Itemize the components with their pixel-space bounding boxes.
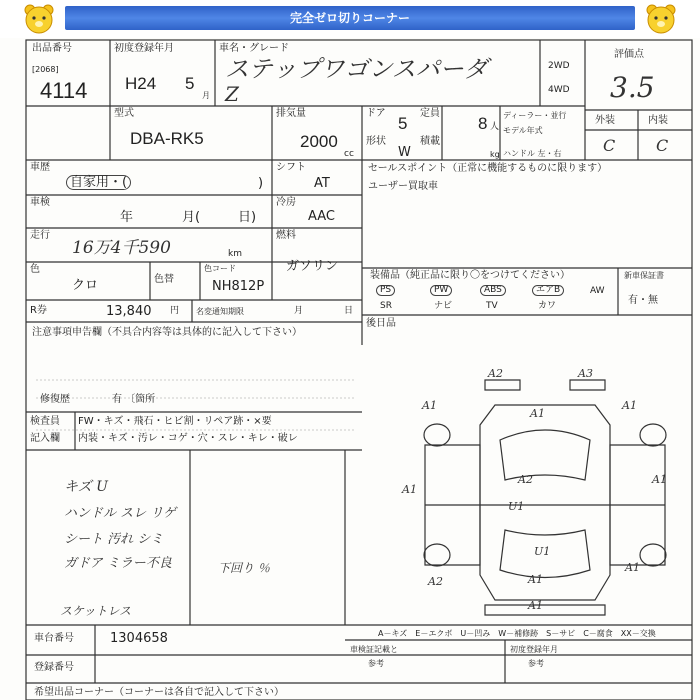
fuel-value: ガソリン xyxy=(286,259,339,274)
sales-point-text: ユーザー買取車 xyxy=(368,181,438,192)
damage-mark: A1 xyxy=(622,399,637,412)
interior-label: 内装 xyxy=(648,115,668,126)
notes-label: 注意事項申告欄（不具合内容等は具体的に記入して下さい） xyxy=(32,327,302,338)
equipment-abs xyxy=(480,285,506,296)
plate-label: 車台番号 xyxy=(34,633,74,644)
damage-mark: A1 xyxy=(402,483,417,496)
inspect-ref: 参考 xyxy=(368,659,384,668)
checker-row-2: 内装・キズ・汚レ・コゲ・穴・スレ・キレ・破レ xyxy=(78,433,298,444)
inspection-label: 車検 xyxy=(30,197,50,208)
car-damage-diagram xyxy=(400,365,690,625)
recycle-label: R券 xyxy=(30,305,47,316)
handwritten-note: キズ U xyxy=(64,479,108,495)
handwritten-note: シート 汚れ シミ xyxy=(64,532,164,547)
equipment-leather: カワ xyxy=(538,301,557,311)
drive-2wd: 2WD xyxy=(548,61,570,71)
dealer-model-year: モデル年式 xyxy=(503,126,543,135)
model-value: DBA-RK5 xyxy=(130,129,204,148)
notice-month: 月 xyxy=(294,306,304,316)
displacement-unit: cc xyxy=(344,149,354,159)
dealer-handle: ハンドル 左・右 xyxy=(503,149,562,158)
banner-title: 完全ゼロ切りコーナー xyxy=(65,6,635,30)
damage-mark: U1 xyxy=(508,500,525,513)
equipment-ps xyxy=(376,285,395,296)
equipment-airbag-text: エアB xyxy=(532,285,564,296)
history-value xyxy=(66,175,131,190)
equipment-pw-text: PW xyxy=(430,285,452,296)
first-reg-year: H24 xyxy=(125,74,157,93)
car-name: ステップワゴンスパーダ xyxy=(225,55,488,83)
inspection-day: 日) xyxy=(238,210,257,225)
lot-sub: [2068] xyxy=(32,65,59,74)
capacity-label: 定員 xyxy=(420,108,440,119)
damage-mark: A2 xyxy=(518,473,533,486)
equipment-navi: ナビ xyxy=(434,301,453,311)
recycle-value: 13,840 xyxy=(106,304,152,319)
damage-mark: A1 xyxy=(530,407,545,420)
checker-label-1: 検査員 xyxy=(30,416,60,427)
lot-label: 出品番号 xyxy=(32,43,72,54)
damage-mark: A1 xyxy=(528,599,543,612)
color-code-label: 色コード xyxy=(204,264,236,273)
damage-mark: U1 xyxy=(534,545,551,558)
score-label: 評価点 xyxy=(614,49,644,60)
shift-label: シフト xyxy=(276,162,306,173)
equipment-pw xyxy=(430,285,452,296)
date-ref: 参考 xyxy=(528,659,544,668)
aircon-value: AAC xyxy=(308,209,335,224)
color-code: NH812P xyxy=(212,279,265,294)
mileage-label: 走行 xyxy=(30,230,50,241)
registration-label: 登録番号 xyxy=(34,662,74,673)
displacement-label: 排気量 xyxy=(276,108,306,119)
new-warranty-label: 新車保証書 xyxy=(624,271,664,280)
equipment-label: 装備品（純正品に限り〇をつけてください） xyxy=(370,270,570,281)
new-warranty-value: 有・無 xyxy=(628,295,658,306)
first-reg-label: 初度登録年月 xyxy=(114,43,174,54)
first-reg-month: 5 xyxy=(185,74,195,93)
notice-label: 名変通知期限 xyxy=(196,307,244,316)
plate-value: 1304658 xyxy=(110,631,168,646)
interior-value: C xyxy=(656,136,669,155)
checker-row-1: FW・キズ・飛石・ヒビ割・リペア跡・×要 xyxy=(78,416,272,427)
model-label: 型式 xyxy=(114,108,134,119)
shift-value: AT xyxy=(314,176,330,191)
damage-mark: A1 xyxy=(528,573,543,586)
notice-day: 日 xyxy=(344,306,354,316)
exterior-value: C xyxy=(603,136,616,155)
lot-number: 4114 xyxy=(40,78,88,103)
damage-mark: A1 xyxy=(422,399,437,412)
capacity-value: 8 xyxy=(478,114,488,133)
mileage-value: 16万4千590 xyxy=(72,238,171,258)
inspect-ref-label: 車検証記載と xyxy=(350,645,398,654)
car-grade: Z xyxy=(225,82,239,106)
body-shape-label: 形状 xyxy=(366,136,386,147)
color-swap-label: 色替 xyxy=(154,274,174,285)
damage-mark: A1 xyxy=(625,561,640,574)
dealer-label: ディーラー・並行 xyxy=(503,111,567,120)
date-ref-label: 初度登録年月 xyxy=(510,645,558,654)
drive-4wd: 4WD xyxy=(548,85,570,95)
car-label: 車名・グレード xyxy=(219,43,289,54)
equipment-abs-text: ABS xyxy=(480,285,506,296)
exterior-label: 外装 xyxy=(595,115,615,126)
repair-value: 有 〔箇所 xyxy=(112,394,156,405)
damage-mark: A3 xyxy=(578,367,593,380)
handwritten-side-note: 下回り ％ xyxy=(218,561,270,575)
aircon-label: 冷房 xyxy=(276,197,296,208)
history-close: ) xyxy=(258,176,264,191)
first-reg-month-unit: 月 xyxy=(202,91,210,100)
damage-mark: A2 xyxy=(488,367,503,380)
load-label: 積載 xyxy=(420,136,440,147)
history-value-text: 自家用・( xyxy=(66,175,131,190)
after-parts-label: 後日品 xyxy=(366,318,396,329)
color-label: 色 xyxy=(30,264,40,275)
handwritten-note: ガドア ミラー不良 xyxy=(64,556,172,571)
inspection-year: 年 xyxy=(120,210,134,225)
doors-value: 5 xyxy=(398,114,408,133)
handwritten-note: スケットレス xyxy=(60,604,132,618)
score-value: 3.5 xyxy=(610,71,655,104)
mileage-unit: km xyxy=(228,249,242,259)
damage-mark: A1 xyxy=(652,473,667,486)
displacement-value: 2000 xyxy=(300,132,338,151)
equipment-tv: TV xyxy=(486,301,498,311)
body-shape-value: W xyxy=(398,145,411,160)
sales-point-label: セールスポイント（正常に機能するものに限ります） xyxy=(368,163,608,174)
load-unit: kg xyxy=(490,150,500,159)
capacity-unit: 人 xyxy=(490,122,500,132)
equipment-sr: SR xyxy=(380,301,392,311)
color-value: クロ xyxy=(72,278,99,293)
equipment-aw: AW xyxy=(590,286,605,296)
equipment-ps-text: PS xyxy=(376,285,395,296)
fuel-label: 燃料 xyxy=(276,230,296,241)
bottom-corner-text: 希望出品コーナー（コーナーは各自で記入して下さい） xyxy=(34,687,284,698)
history-label: 車歴 xyxy=(30,162,50,173)
recycle-unit: 円 xyxy=(170,306,180,316)
legend: A－キズ E－エクボ U－凹み W－補修跡 S－サビ C－腐食 XX－交換 xyxy=(378,629,656,638)
repair-label: 修復歴 xyxy=(40,394,70,405)
doors-label: ドア xyxy=(366,108,386,119)
handwritten-note: ハンドル スレ リゲ xyxy=(64,506,177,521)
inspection-month: 月( xyxy=(182,210,201,225)
damage-mark: A2 xyxy=(428,575,443,588)
checker-label-2: 記入欄 xyxy=(30,433,60,444)
equipment-airbag xyxy=(532,285,564,296)
